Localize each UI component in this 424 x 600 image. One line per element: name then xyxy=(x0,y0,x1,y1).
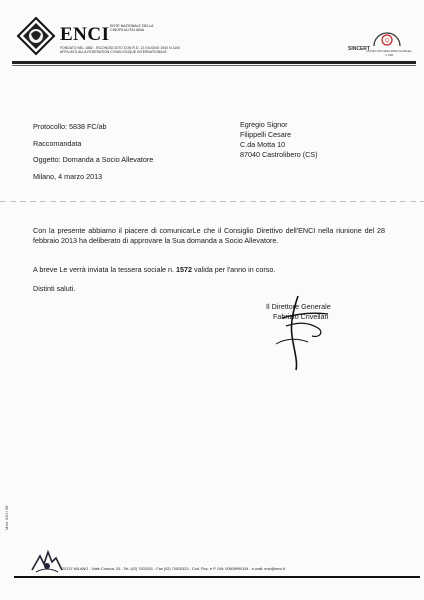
org-name: ENCI xyxy=(60,24,110,45)
membership-number: 1572 xyxy=(176,265,193,274)
recognition-line-2: AFFILIATO ALLA FEDERATION CYNOLOGIQUE INTERNATIONALE xyxy=(60,50,167,55)
body-paragraph-2 xyxy=(33,265,275,274)
footer-address: 20137 MILANO - Viale Corsica, 20 - Tel. (02) 7002031 - Fax (02) 70020323 - Cod. Fisc. e P. IVA: 00809990154 - e-mail: enci@enci.it xyxy=(62,567,286,571)
place-date: Milano, 4 marzo 2013 xyxy=(33,172,103,181)
closing-greeting: Distinti saluti. xyxy=(33,284,76,293)
sincert-mark: SINCERT xyxy=(348,46,370,52)
svg-text:Q: Q xyxy=(385,38,389,44)
org-subtitle: ENTE NAZIONALE DELLA CINOFILIA ITALIANA xyxy=(110,24,154,33)
delivery-method: Raccomandata xyxy=(33,139,82,148)
recipient-name: Filippelli Cesare xyxy=(240,130,292,139)
signatory-title: Il Direttore Generale xyxy=(266,302,331,311)
recipient-salutation: Egregio Signor xyxy=(240,120,288,129)
footer-emblem-icon xyxy=(30,548,64,574)
recipient-street: C.da Motta 10 xyxy=(240,140,286,149)
recognition-line-1: FONDATO NEL 1882 - RICONOSCIUTO CON R.D. 13 GIUGNO 1940 N.1100 xyxy=(60,46,181,50)
fold-mark xyxy=(0,201,424,202)
header-rule xyxy=(12,61,416,64)
protocol-number: Protocollo: 5838 FC/ab xyxy=(33,122,107,131)
certification-logo-icon xyxy=(370,28,404,50)
body-paragraph-2-end: valida per l'anno in corso. xyxy=(192,265,276,274)
signatory-name: Fabrizio Crivellari xyxy=(273,312,329,321)
handwritten-signature-icon xyxy=(268,292,358,372)
footer-rule xyxy=(14,576,420,578)
body-paragraph-1: Con la presente abbiamo il piacere di comunicarLe che il Consiglio Direttivo dell'ENCI nella riunione del 28 febbraio 2013 ha deliberato di approvare la Sua domanda a Socio Allevatore. xyxy=(33,226,385,245)
org-recognition xyxy=(60,46,220,54)
certification-text: UNI EN ISO 9001:2000 Certificato n. 520 xyxy=(366,49,412,57)
enci-emblem-icon xyxy=(16,16,56,56)
form-code: Mod. 020 / 08 xyxy=(4,505,9,530)
header-rule-thin xyxy=(12,65,416,66)
body-paragraph-2-start: A breve Le verrà inviata la tessera sociale n. xyxy=(33,265,177,274)
subject-line: Oggetto: Domanda a Socio Allevatore xyxy=(33,155,154,164)
recipient-city: 87040 Castrolibero (CS) xyxy=(240,150,318,159)
